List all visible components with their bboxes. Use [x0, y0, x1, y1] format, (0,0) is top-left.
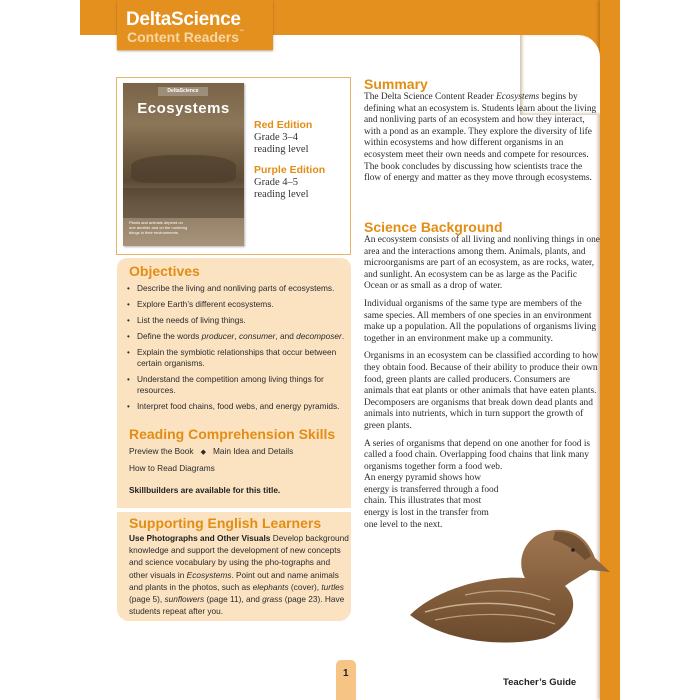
background-paragraph: An ecosystem consists of all living and nonliving things in one area and the interactions among them. Animals, plants, and microorganisms are part of an ecosystem, as are rocks, water, and sunlight. An ecosystem can be as large as the Pacific Ocean or as small as a drop of water. — [364, 235, 600, 292]
brand-logo — [117, 0, 273, 50]
cover-blurb: Plants and animals depend on one another and on the nonliving things in their environments. — [129, 220, 188, 235]
objective-item: • Define the words producer, consumer, and decomposer. — [127, 331, 352, 342]
background-paragraph: Organisms in an ecosystem can be classified according to how they obtain food. Because of their ability to produce their own food, green plants are called producers. Consumers are animals that eat plants or other animals that have eaten plants. Decomposers are organisms that break down dead plants and animals into nutrients, which in turn support the growth of green plants. — [364, 351, 599, 431]
brand-name: DeltaScience — [126, 9, 241, 30]
cover-title: Ecosystems — [137, 100, 230, 117]
english-learners-title: Supporting English Learners — [129, 515, 322, 531]
english-learners-text: Use Photographs and Other Visuals Develop background knowledge and support the development of new concepts and science vocabulary by using the pho-tographs and other visuals in Ecosystems. Point out and name animals and plants in the photos, such as elephants (cover), turtles (page 5), sunflowers (page 11), and grass (page 23). Have students repeat after you. — [129, 533, 349, 617]
water-illustration — [123, 188, 244, 218]
english-learners-panel — [117, 512, 351, 621]
objectives-panel — [117, 258, 351, 428]
objective-item: • List the needs of living things. — [127, 315, 352, 326]
cover-brand: DeltaScience — [158, 87, 208, 96]
background-paragraph: A series of organisms that depend on one another for food is called a food chain. Overlapping food chains that link many organisms together form a food web. — [364, 438, 591, 472]
brand-subtitle: Content Readers™ — [127, 29, 245, 45]
edition-red: Red Edition Grade 3–4 reading level — [254, 119, 313, 155]
footer-label: Teacher’s Guide — [503, 677, 577, 688]
summary-text: The Delta Science Content Reader Ecosystems begins by defining what an ecosystem is. Students learn about the living and nonliving parts of an ecosystem and how they interact, with a pond as an example. They explore the diversity of life within ecosystems and how different organisms in an ecosystem meet their own needs and compete for resources. The book concludes by discussing how scientists trace the flow of energy and matter as they move through ecosystems. — [364, 92, 597, 184]
science-background-title: Science Background — [364, 219, 503, 235]
objectives-title: Objectives — [129, 263, 200, 279]
background-paragraph: Individual organisms of the same type are members of the same species. All members of one species in an environment make up a population. All the populations of organisms living together in an environment make up a community. — [364, 298, 597, 344]
objective-item: • Explain the symbiotic relationships that occur between certain organisms. — [127, 347, 352, 369]
elephants-illustration — [131, 155, 236, 183]
edition-box — [116, 77, 351, 255]
reading-skills-panel — [117, 428, 351, 508]
page-number-tab — [336, 660, 356, 700]
objectives-list — [127, 283, 352, 417]
diamond-icon: ◆ — [200, 449, 206, 456]
summary-title: Summary — [364, 76, 428, 92]
skill-line-1: Preview the Book ◆ Main Idea and Details — [129, 446, 294, 456]
skill-line-2: How to Read Diagrams — [129, 463, 215, 473]
book-cover-image — [123, 83, 244, 246]
duck-illustration — [405, 520, 610, 645]
objective-item: • Interpret food chains, food webs, and energy pyramids. — [127, 401, 352, 412]
background-paragraph: An energy pyramid shows how energy is transferred through a food chain. This illustrates that most energy is lost in the transfer from one level to the next. — [364, 473, 499, 530]
summary-section — [364, 76, 600, 191]
objective-item: • Explore Earth’s different ecosystems. — [127, 299, 352, 310]
reading-skills-title: Reading Comprehension Skills — [129, 426, 336, 442]
objective-item: • Describe the living and nonliving parts of ecosystems. — [127, 283, 352, 294]
page-number: 1 — [343, 668, 349, 679]
objective-item: • Understand the competition among living things for resources. — [127, 374, 352, 396]
edition-purple: Purple Edition Grade 4–5 reading level — [254, 164, 326, 200]
science-background-section — [364, 219, 600, 537]
skillbuilders-note: Skillbuilders are available for this title. — [129, 485, 281, 495]
